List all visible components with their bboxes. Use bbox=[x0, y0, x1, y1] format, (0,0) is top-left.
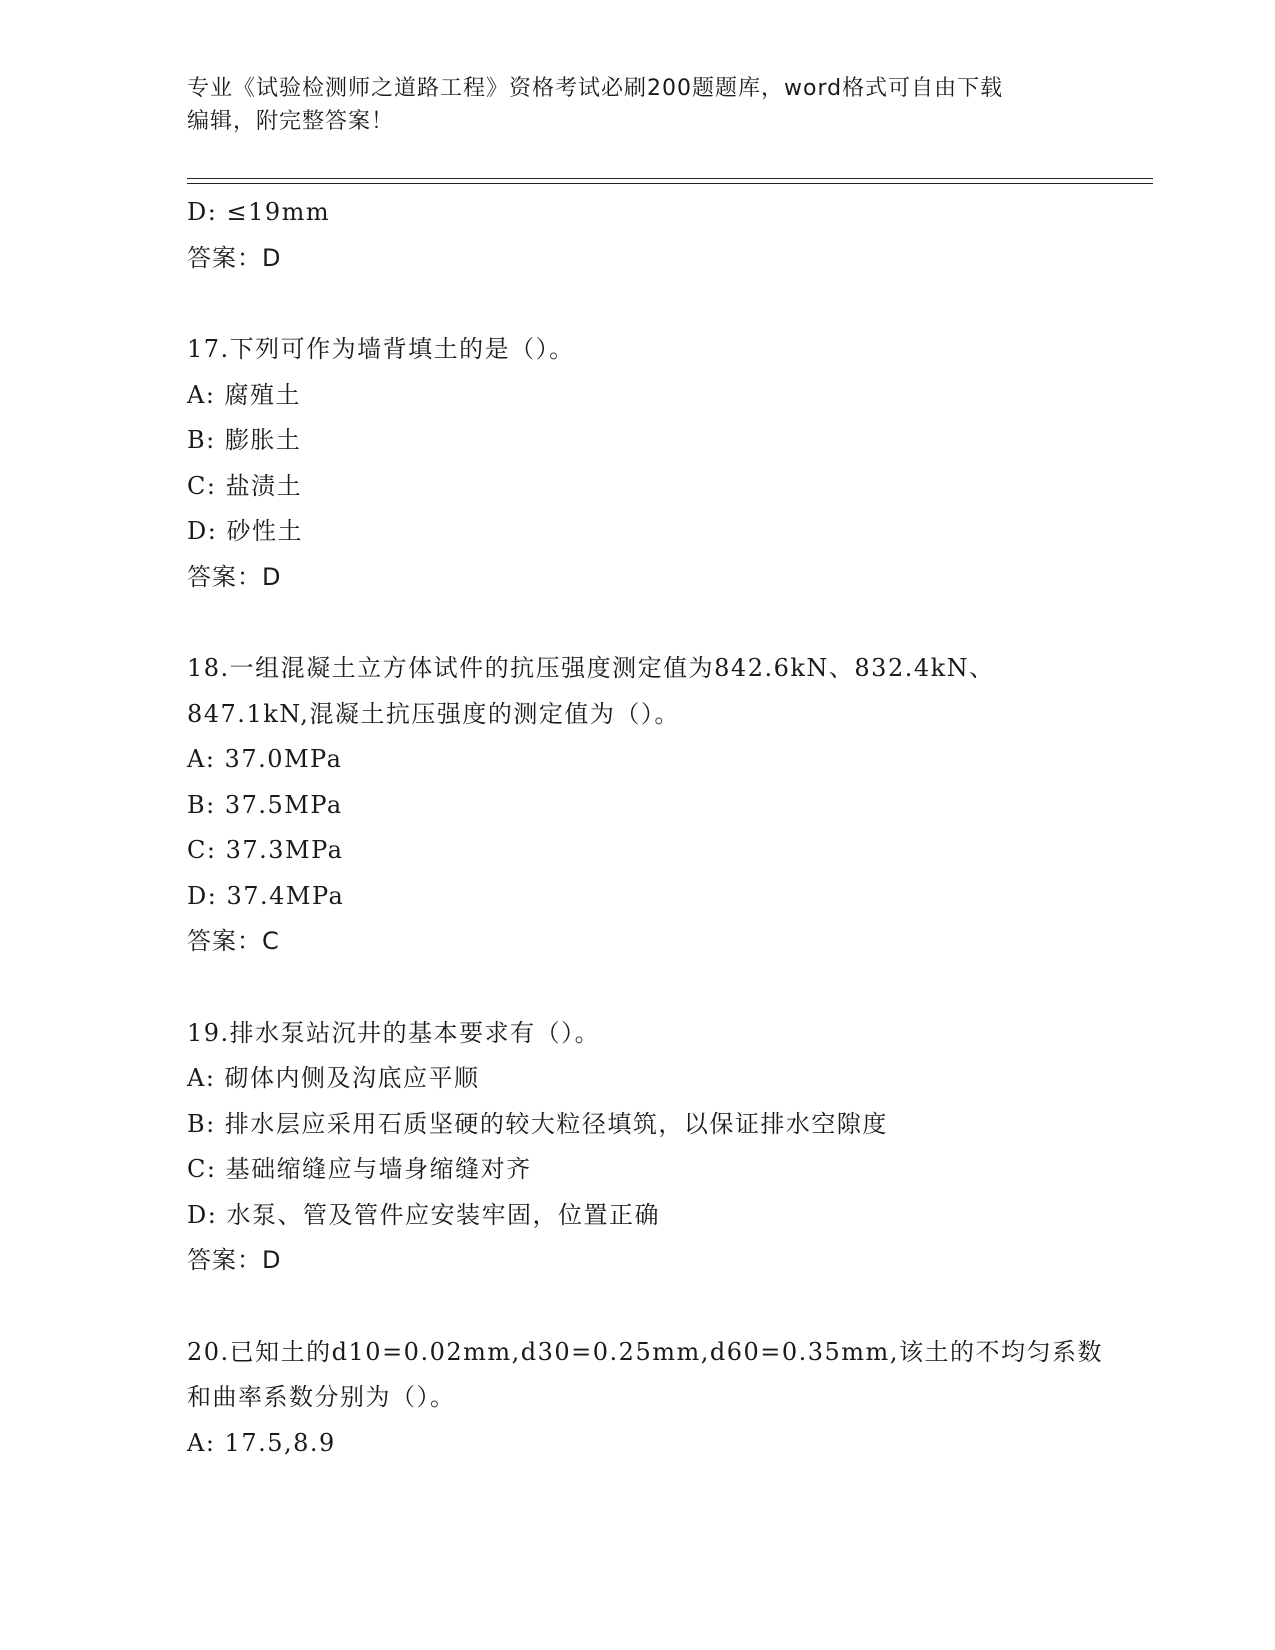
question-stem-continued: 847.1kN,混凝土抗压强度的测定值为（）。 bbox=[187, 699, 680, 728]
question-20 bbox=[187, 1330, 1127, 1467]
question-stem: 20.已知土的d10=0.02mm,d30=0.25mm,d60=0.35mm,该土的不均匀系数 bbox=[187, 1337, 1103, 1366]
spacer bbox=[187, 965, 1127, 1011]
question-stem: 18.一组混凝土立方体试件的抗压强度测定值为842.6kN、832.4kN、 bbox=[187, 654, 995, 682]
option-b: B: 37.5MPa bbox=[187, 790, 343, 819]
header-divider bbox=[187, 178, 1153, 184]
option-a: A: 砌体内侧及沟底应平顺 bbox=[187, 1064, 480, 1092]
prev-option-d: D: ≤19mm bbox=[187, 198, 331, 226]
option-a: A: 腐殖土 bbox=[187, 380, 302, 409]
answer: 答案：C bbox=[187, 927, 280, 955]
document-header bbox=[187, 72, 1087, 138]
question-18 bbox=[187, 646, 1127, 965]
option-c: C: 盐渍土 bbox=[187, 471, 303, 500]
question-stem: 19.排水泵站沉井的基本要求有（）。 bbox=[187, 1018, 601, 1047]
option-b: B: 排水层应采用石质坚硬的较大粒径填筑，以保证排水空隙度 bbox=[187, 1109, 888, 1138]
option-c: C: 基础缩缝应与墙身缩缝对齐 bbox=[187, 1155, 532, 1183]
answer: 答案：D bbox=[187, 1246, 282, 1274]
prev-answer: 答案：D bbox=[187, 243, 282, 272]
option-d: D: 砂性土 bbox=[187, 517, 303, 545]
header-title-line-2: 编辑，附完整答案！ bbox=[187, 109, 395, 134]
option-c: C: 37.3MPa bbox=[187, 836, 344, 864]
option-a: A: 37.0MPa bbox=[187, 745, 343, 773]
question-stem: 17.下列可作为墙背填土的是（）。 bbox=[187, 335, 575, 363]
question-19 bbox=[187, 1011, 1127, 1284]
question-stem-continued: 和曲率系数分别为（）。 bbox=[187, 1383, 456, 1411]
spacer bbox=[187, 1284, 1127, 1330]
option-d: D: 水泵、管及管件应安装牢固，位置正确 bbox=[187, 1200, 660, 1229]
spacer bbox=[187, 281, 1127, 327]
option-a: A: 17.5,8.9 bbox=[187, 1428, 336, 1457]
option-d: D: 37.4MPa bbox=[187, 881, 345, 910]
question-17 bbox=[187, 327, 1127, 600]
question-content bbox=[187, 190, 1127, 1466]
spacer bbox=[187, 600, 1127, 646]
answer: 答案：D bbox=[187, 562, 282, 591]
option-b: B: 膨胀土 bbox=[187, 426, 302, 454]
header-title-line-1: 专业《试验检测师之道路工程》资格考试必刷200题题库，word格式可自由下载 bbox=[187, 76, 1004, 101]
